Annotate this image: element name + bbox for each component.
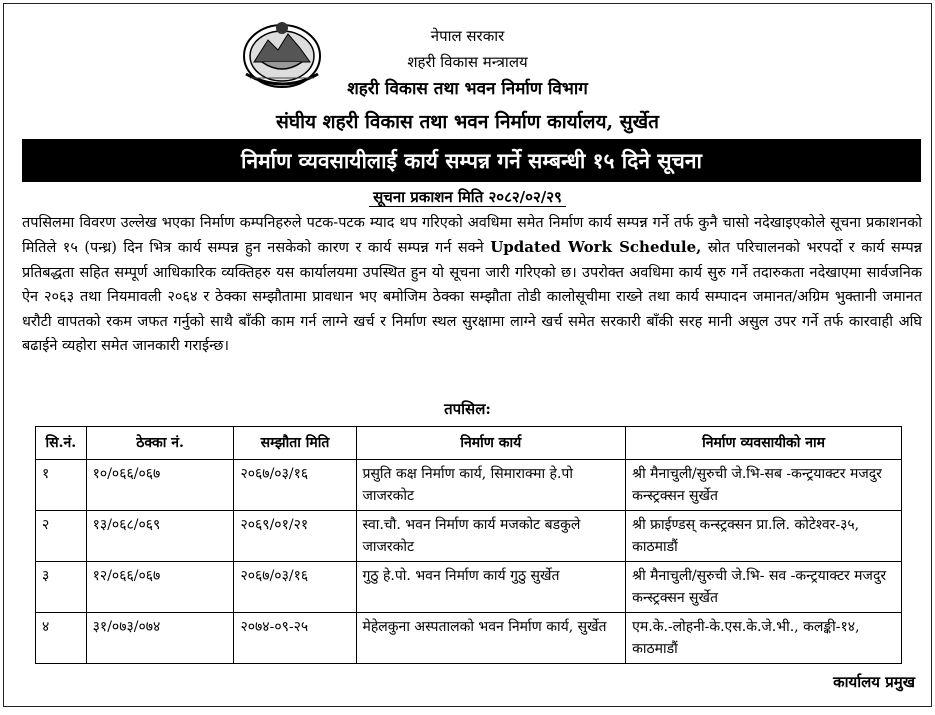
cell-contractor: श्री मैनाचुली/सुरुची जे.भि- सव -कन्ट्रयाक्टर मजदुर कन्स्ट्रक्सन सुर्खेत (626, 562, 902, 613)
cell-contract-no: ३१/०७३/०७४ (86, 613, 234, 664)
table-header-row (36, 427, 902, 460)
cell-contractor: श्री मैनाचुली/सुरुची जे.भि-सब -कन्ट्रयाक्टर मजदुर कन्स्ट्रक्सन सुर्खेत (626, 460, 902, 511)
cell-date: २०६९/०१/२१ (234, 511, 356, 562)
cell-work: गुठु हे.पो. भवन निर्माण कार्य गुठु सुर्खेत (356, 562, 626, 613)
cell-date: २०६७/०३/१६ (234, 562, 356, 613)
header-office: संघीय शहरी विकास तथा भवन निर्माण कार्यालय, सुर्खेत (276, 111, 659, 133)
table-heading: तपसिल: (444, 400, 491, 418)
cell-contract-no: १२/०६६/०६७ (86, 562, 234, 613)
header-department: शहरी विकास तथा भवन निर्माण विभाग (347, 79, 588, 99)
cell-sn: ३ (36, 562, 87, 613)
cell-date: २०६७/०३/१६ (234, 460, 356, 511)
publication-date (4, 187, 931, 207)
notice-body-part1: तपसिलमा विवरण उल्लेख भएका निर्माण कम्पनिहरुले पटक-पटक म्याद थप गरिएको अवधिमा समेत निर्माण कार्य सम्पन्न गर्ने तर्फ कुनै चासो नदेखाइएकोले सूचना प्रकाशनको मितिले १५ (पन्ध्र) दिन भित्र कार्य सम्पन्न हुन नसकेको कारण र कार्य सम्पन्न गर्न सक्ने (22, 215, 922, 257)
cell-work: स्वा.चौ. भवन निर्माण कार्य मजकोट बडकुले जाजरकोट (356, 511, 626, 562)
cell-contract-no: १०/०६६/०६७ (86, 460, 234, 511)
notice-title-banner: निर्माण व्यवसायीलाई कार्य सम्पन्न गर्ने सम्बन्धी १५ दिने सूचना (22, 139, 921, 182)
cell-date: २०७४-०९-२५ (234, 613, 356, 664)
notice-body (22, 211, 922, 358)
notice-page (3, 3, 932, 707)
cell-sn: ४ (36, 613, 87, 664)
cell-work: प्रसुति कक्ष निर्माण कार्य, सिमाराक्मा हे.पो जाजरकोट (356, 460, 626, 511)
cell-contract-no: १३/०६८/०६९ (86, 511, 234, 562)
table-row (36, 460, 902, 511)
contractor-table (35, 426, 902, 664)
col-header-sn: सि.नं. (36, 427, 87, 460)
col-header-agreement-date: सम्झौता मिति (234, 427, 356, 460)
publication-date-text: सूचना प्रकाशन मिति २०८२/०२/२९ (369, 188, 566, 207)
col-header-contract-no: ठेक्का नं. (86, 427, 234, 460)
col-header-work: निर्माण कार्य (356, 427, 626, 460)
cell-work: मेहेलकुना अस्पतालको भवन निर्माण कार्य, सुर्खेत (356, 613, 626, 664)
cell-sn: १ (36, 460, 87, 511)
signature-office-chief: कार्यालय प्रमुख (833, 673, 915, 691)
notice-body-part2: स्रोत परिचालनको भरपर्दो र कार्य सम्पन्न प्रतिबद्धता सहित सम्पूर्ण आधिकारिक व्यक्तिहरु यस कार्यालयमा उपस्थित हुन यो सूचना जारी गरिएको छ। उपरोक्त अवधिमा कार्य सुरु गर्ने तदारुकता नदेखाएमा सार्वजनिक ऐन २०६३ तथा नियमावली २०६४ र ठेक्का सम्झौतामा प्रावधान भए बमोजिम ठेक्का सम्झौता तोडी कालोसूचीमा राख्ने तथा कार्य सम्पादन जमानत/अग्रिम भुक्तानी जमानत धरौटी वापतको रकम जफत गर्नुको साथै बाँकी काम गर्न लाग्ने खर्च र निर्माण स्थल सुरक्षामा लाग्ने खर्च समेत सरकारी बाँकी सरह मानी असुल उपर गर्ने तर्फ कारवाही अघि बढाईने व्यहोरा समेत जानकारी गराईन्छ। (22, 240, 922, 355)
table-row (36, 562, 902, 613)
table-row (36, 511, 902, 562)
cell-sn: २ (36, 511, 87, 562)
header-ministry: शहरी विकास मन्त्रालय (407, 53, 528, 71)
cell-contractor: एम.के.-लोहनी-के.एस.के.जे.भी., कलङ्की-१४, काठमाडौं (626, 613, 902, 664)
col-header-contractor: निर्माण व्यवसायीको नाम (626, 427, 902, 460)
table-row (36, 613, 902, 664)
header-government: नेपाल सरकार (430, 27, 505, 45)
cell-contractor: श्री फ्राईण्डस् कन्स्ट्रक्सन प्रा.लि. कोटेश्वर-३५, काठमाडौं (626, 511, 902, 562)
notice-body-bold: Updated Work Schedule, (490, 238, 702, 257)
